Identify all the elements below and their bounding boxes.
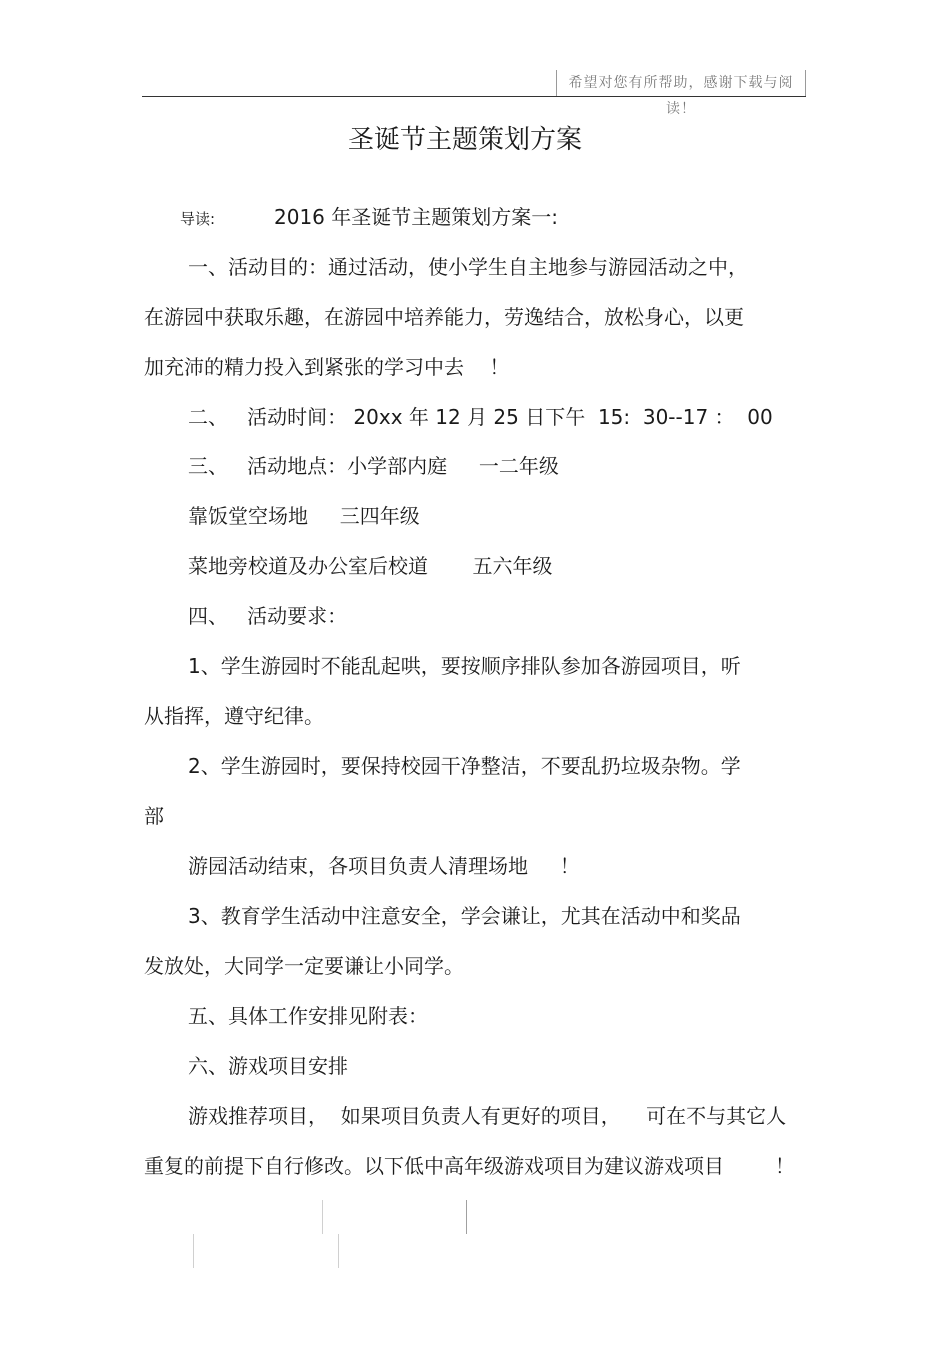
- paragraph-line: 游园活动结束，各项目负责人清理场地 ！: [188, 854, 580, 878]
- paragraph-line: 五、具体工作安排见附表：: [188, 1004, 428, 1028]
- paragraph-line: 加充沛的精力投入到紧张的学习中去 ！: [144, 355, 510, 379]
- paragraph-line: 2、学生游园时，要保持校园干净整洁，不要乱扔垃圾杂物。学: [188, 754, 741, 778]
- paragraph-line: 重复的前提下自行修改。以下低中高年级游戏项目为建议游戏项目 ！: [144, 1154, 795, 1178]
- paragraph-line: 在游园中获取乐趣，在游园中培养能力，劳逸结合，放松身心，以更: [144, 305, 744, 329]
- paragraph-line: 四、 活动要求：: [188, 604, 348, 628]
- paragraph-line: 三、 活动地点：小学部内庭 一二年级: [188, 454, 559, 478]
- paragraph-line: 游戏推荐项目， 如果项目负责人有更好的项目， 可在不与其它人: [188, 1104, 787, 1128]
- paragraph-line: 一、活动目的：通过活动，使小学生自主地参与游园活动之中，: [188, 255, 748, 279]
- lead-label: 导读:: [180, 210, 216, 228]
- paragraph-line: 部: [144, 804, 164, 828]
- header-rule: [142, 96, 806, 97]
- paragraph-line: 靠饭堂空场地 三四年级: [188, 504, 420, 528]
- paragraph-line: 从指挥，遵守纪律。: [144, 704, 324, 728]
- paragraph-line: 3、教育学生活动中注意安全，学会谦让，尤其在活动中和奖品: [188, 904, 741, 928]
- table-border-fragment: [338, 1234, 339, 1268]
- paragraph-line: 发放处，大同学一定要谦让小同学。: [144, 954, 464, 978]
- paragraph-line: 1、学生游园时不能乱起哄，要按顺序排队参加各游园项目，听: [188, 654, 741, 678]
- header-banner: 希望对您有所帮助，感谢下载与阅读！: [556, 70, 806, 96]
- paragraph-line: 六、游戏项目安排: [188, 1054, 348, 1078]
- table-border-fragment: [466, 1200, 467, 1234]
- table-border-fragment: [193, 1234, 194, 1268]
- lead-text: 2016 年圣诞节主题策划方案一:: [274, 205, 558, 229]
- paragraph-line: 菜地旁校道及办公室后校道 五六年级: [188, 554, 553, 578]
- table-border-fragment: [322, 1200, 323, 1234]
- paragraph-line: 二、 活动时间： 20xx 年 12 月 25 日下午 15: 30--17 ： 00: [188, 405, 773, 429]
- document-title: 圣诞节主题策划方案: [347, 125, 582, 155]
